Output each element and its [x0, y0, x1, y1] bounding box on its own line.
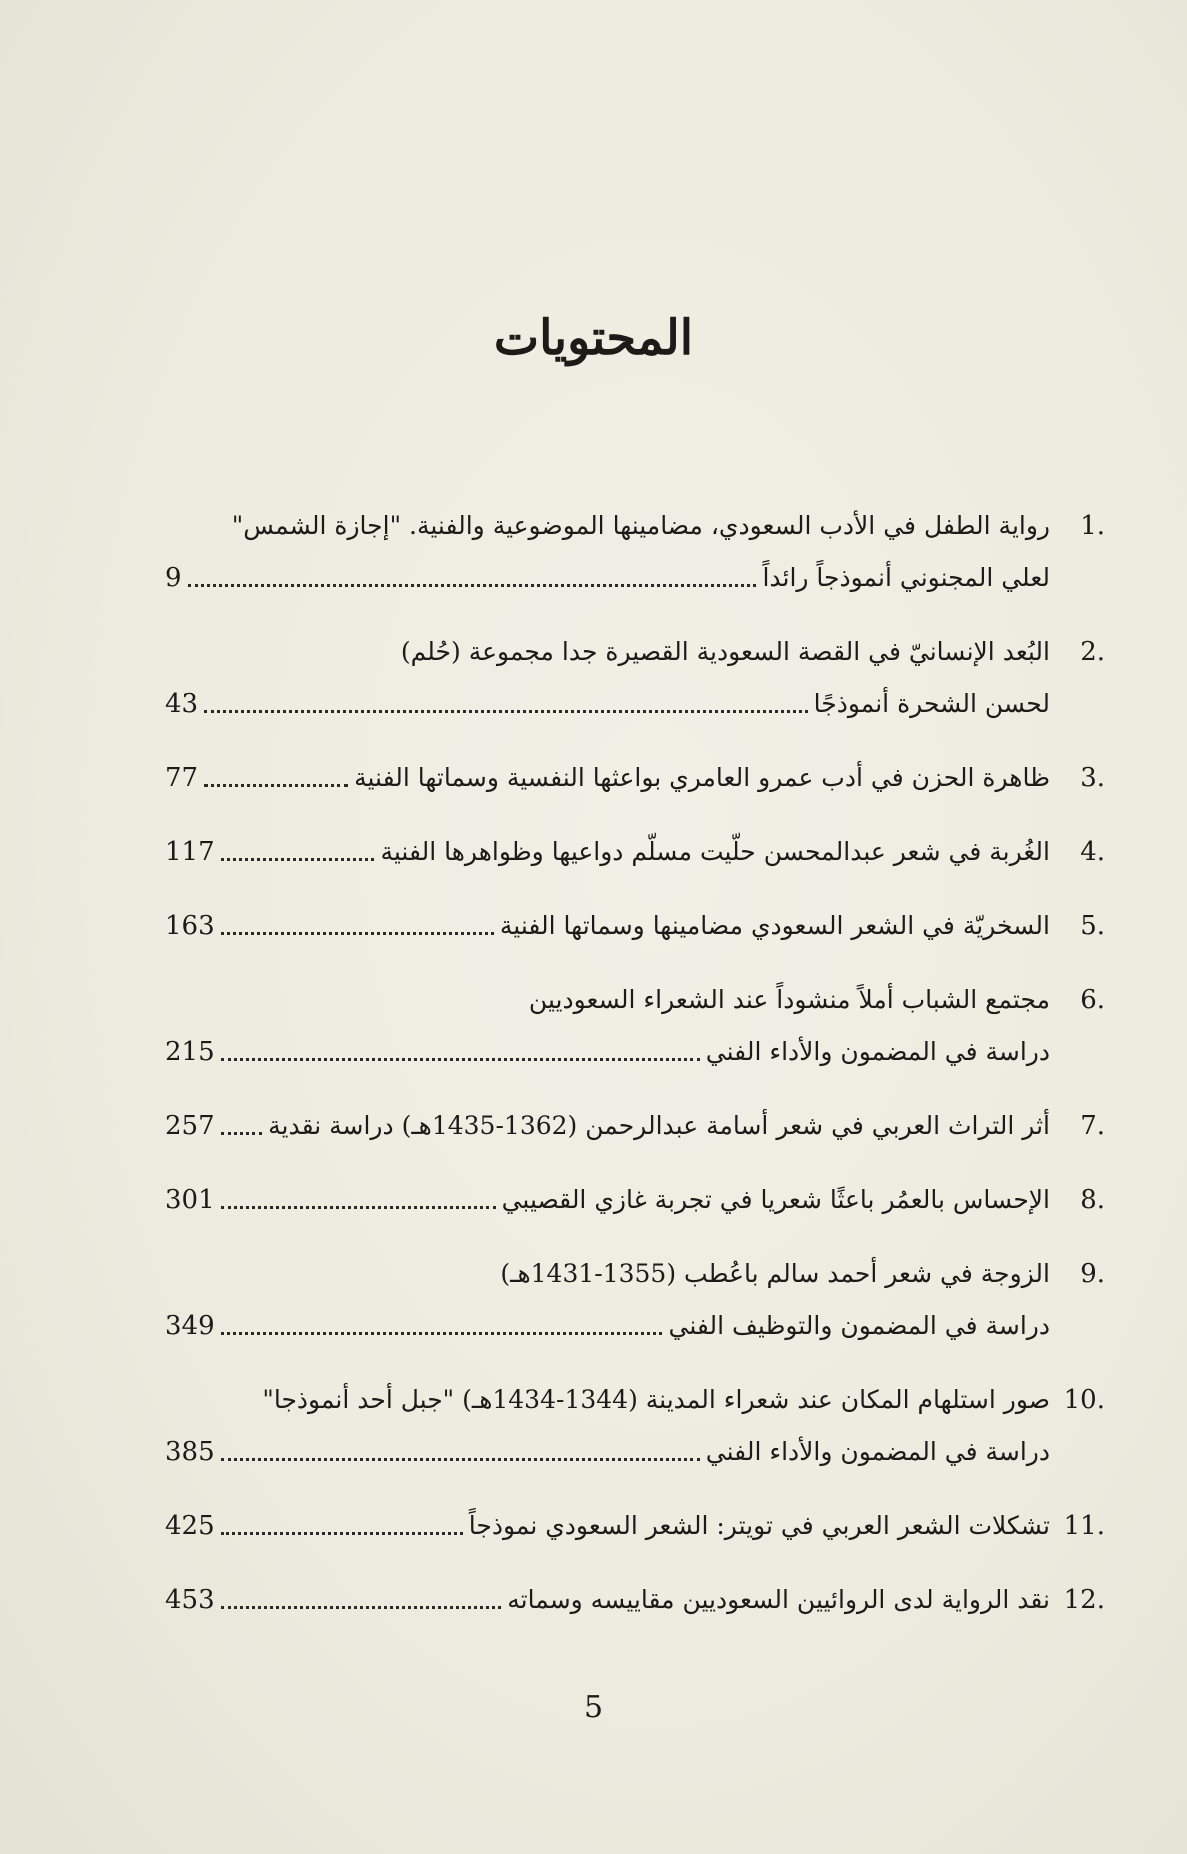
- entry-page-number: 9: [165, 563, 182, 593]
- entry-title-text: رواية الطفل في الأدب السعودي، مضامينها الموضوعية والفنية. "إجازة الشمس": [231, 511, 1050, 540]
- entry-title-line: [165, 1248, 1050, 1300]
- entry-title-final-line: [165, 1500, 1050, 1552]
- entry-title-final-line: [165, 826, 1050, 878]
- entry-title-final-line: [165, 1100, 1050, 1152]
- entry-page-number: 257: [165, 1111, 215, 1141]
- dot-leader: [221, 1574, 502, 1609]
- entry-title-text: الزوجة في شعر أحمد سالم باعُطب (1355-1431هـ): [500, 1259, 1050, 1288]
- dot-leader: [204, 752, 348, 787]
- entry-body: [165, 900, 1050, 952]
- entry-title-final-line: [165, 1574, 1050, 1626]
- entry-title-text: الغُربة في شعر عبدالمحسن حلّيت مسلّم دواعيها وظواهرها الفنية: [380, 837, 1050, 866]
- entry-body: [165, 1174, 1050, 1226]
- entry-title-final-line: [165, 1026, 1050, 1078]
- entry-page-number: 215: [165, 1037, 215, 1067]
- entry-page-number: 385: [165, 1437, 215, 1467]
- entry-page-number: 301: [165, 1185, 215, 1215]
- toc-entry: [165, 752, 1105, 804]
- entry-title-final-line: [165, 1426, 1050, 1478]
- entry-page-number: 425: [165, 1511, 215, 1541]
- entry-title-text: السخريّة في الشعر السعودي مضامينها وسماتها الفنية: [499, 911, 1050, 940]
- dot-leader: [221, 1500, 463, 1535]
- entry-page-number: 163: [165, 911, 215, 941]
- dot-leader: [221, 1174, 496, 1209]
- toc-entry: [165, 1100, 1105, 1152]
- toc-entry: [165, 1500, 1105, 1552]
- dot-leader: [221, 1300, 663, 1335]
- entry-body: [165, 752, 1050, 804]
- entry-number: .7: [1080, 1111, 1105, 1141]
- entry-title-text: صور استلهام المكان عند شعراء المدينة (1344-1434هـ) "جبل أحد أنموذجا": [262, 1385, 1050, 1414]
- entry-title-final-line: [165, 1174, 1050, 1226]
- entry-title-text: مجتمع الشباب أملاً منشوداً عند الشعراء السعوديين: [528, 985, 1050, 1014]
- entry-page-number: 43: [165, 689, 199, 719]
- toc-entry: [165, 974, 1105, 1078]
- entry-title-text: دراسة في المضمون والأداء الفني: [705, 1037, 1050, 1066]
- page-number: 5: [583, 1690, 604, 1725]
- entry-title-final-line: [165, 752, 1050, 804]
- entry-body: [165, 1374, 1050, 1478]
- dot-leader: [221, 1100, 262, 1135]
- entry-title-text: البُعد الإنسانيّ في القصة السعودية القصيرة جدا مجموعة (حُلم): [400, 637, 1050, 666]
- entry-body: [165, 826, 1050, 878]
- entry-body: [165, 626, 1050, 730]
- toc-entry: [165, 826, 1105, 878]
- entry-page-number: 453: [165, 1585, 215, 1615]
- entry-title-line: [165, 1374, 1050, 1426]
- entry-title-text: تشكلات الشعر العربي في تويتر: الشعر السعودي نموذجاً: [468, 1511, 1050, 1540]
- entry-body: [165, 974, 1050, 1078]
- entry-title-line: [165, 626, 1050, 678]
- toc-entry: [165, 1174, 1105, 1226]
- entry-body: [165, 1500, 1050, 1552]
- entry-number: .4: [1080, 837, 1105, 867]
- dot-leader: [204, 678, 808, 713]
- entry-title-text: ظاهرة الحزن في أدب عمرو العامري بواعثها النفسية وسماتها الفنية: [354, 763, 1050, 792]
- toc-entry: [165, 1374, 1105, 1478]
- toc-entry: [165, 1574, 1105, 1626]
- entry-title-text: لحسن الشحرة أنموذجًا: [813, 689, 1050, 718]
- entry-title-line: [165, 974, 1050, 1026]
- entry-title-text: أثر التراث العربي في شعر أسامة عبدالرحمن (1362-1435هـ) دراسة نقدية: [268, 1111, 1050, 1140]
- entry-title-final-line: [165, 1300, 1050, 1352]
- entry-body: [165, 1248, 1050, 1352]
- toc-entry: [165, 900, 1105, 952]
- entry-title-text: لعلي المجنوني أنموذجاً رائداً: [762, 563, 1050, 592]
- entry-number: .11: [1063, 1511, 1105, 1541]
- entry-title-text: دراسة في المضمون والأداء الفني: [705, 1437, 1050, 1466]
- entry-number: .10: [1063, 1385, 1105, 1415]
- entry-number: .5: [1080, 911, 1105, 941]
- entry-title-final-line: [165, 678, 1050, 730]
- page-title: المحتويات: [493, 310, 694, 366]
- entry-number: .8: [1080, 1185, 1105, 1215]
- entry-number: .9: [1080, 1259, 1105, 1289]
- entry-body: [165, 1574, 1050, 1626]
- entry-number: .2: [1080, 637, 1105, 667]
- entry-body: [165, 500, 1050, 604]
- dot-leader: [221, 1026, 700, 1061]
- toc-entry: [165, 626, 1105, 730]
- table-of-contents: [165, 500, 1105, 1648]
- entry-number: .6: [1080, 985, 1105, 1015]
- entry-number: .1: [1080, 511, 1105, 541]
- entry-title-final-line: [165, 552, 1050, 604]
- dot-leader: [221, 1426, 700, 1461]
- dot-leader: [221, 826, 375, 861]
- toc-entry: [165, 500, 1105, 604]
- dot-leader: [221, 900, 494, 935]
- entry-number: .3: [1080, 763, 1105, 793]
- toc-entry: [165, 1248, 1105, 1352]
- entry-number: .12: [1063, 1585, 1105, 1615]
- entry-page-number: 77: [165, 763, 199, 793]
- entry-title-final-line: [165, 900, 1050, 952]
- dot-leader: [188, 552, 757, 587]
- entry-body: [165, 1100, 1050, 1152]
- entry-title-text: نقد الرواية لدى الروائيين السعوديين مقاييسه وسماته: [507, 1585, 1050, 1614]
- entry-title-text: دراسة في المضمون والتوظيف الفني: [668, 1311, 1050, 1340]
- entry-page-number: 117: [165, 837, 215, 867]
- entry-title-text: الإحساس بالعمُر باعثًا شعريا في تجربة غازي القصيبي: [501, 1185, 1050, 1214]
- entry-page-number: 349: [165, 1311, 215, 1341]
- entry-title-line: [165, 500, 1050, 552]
